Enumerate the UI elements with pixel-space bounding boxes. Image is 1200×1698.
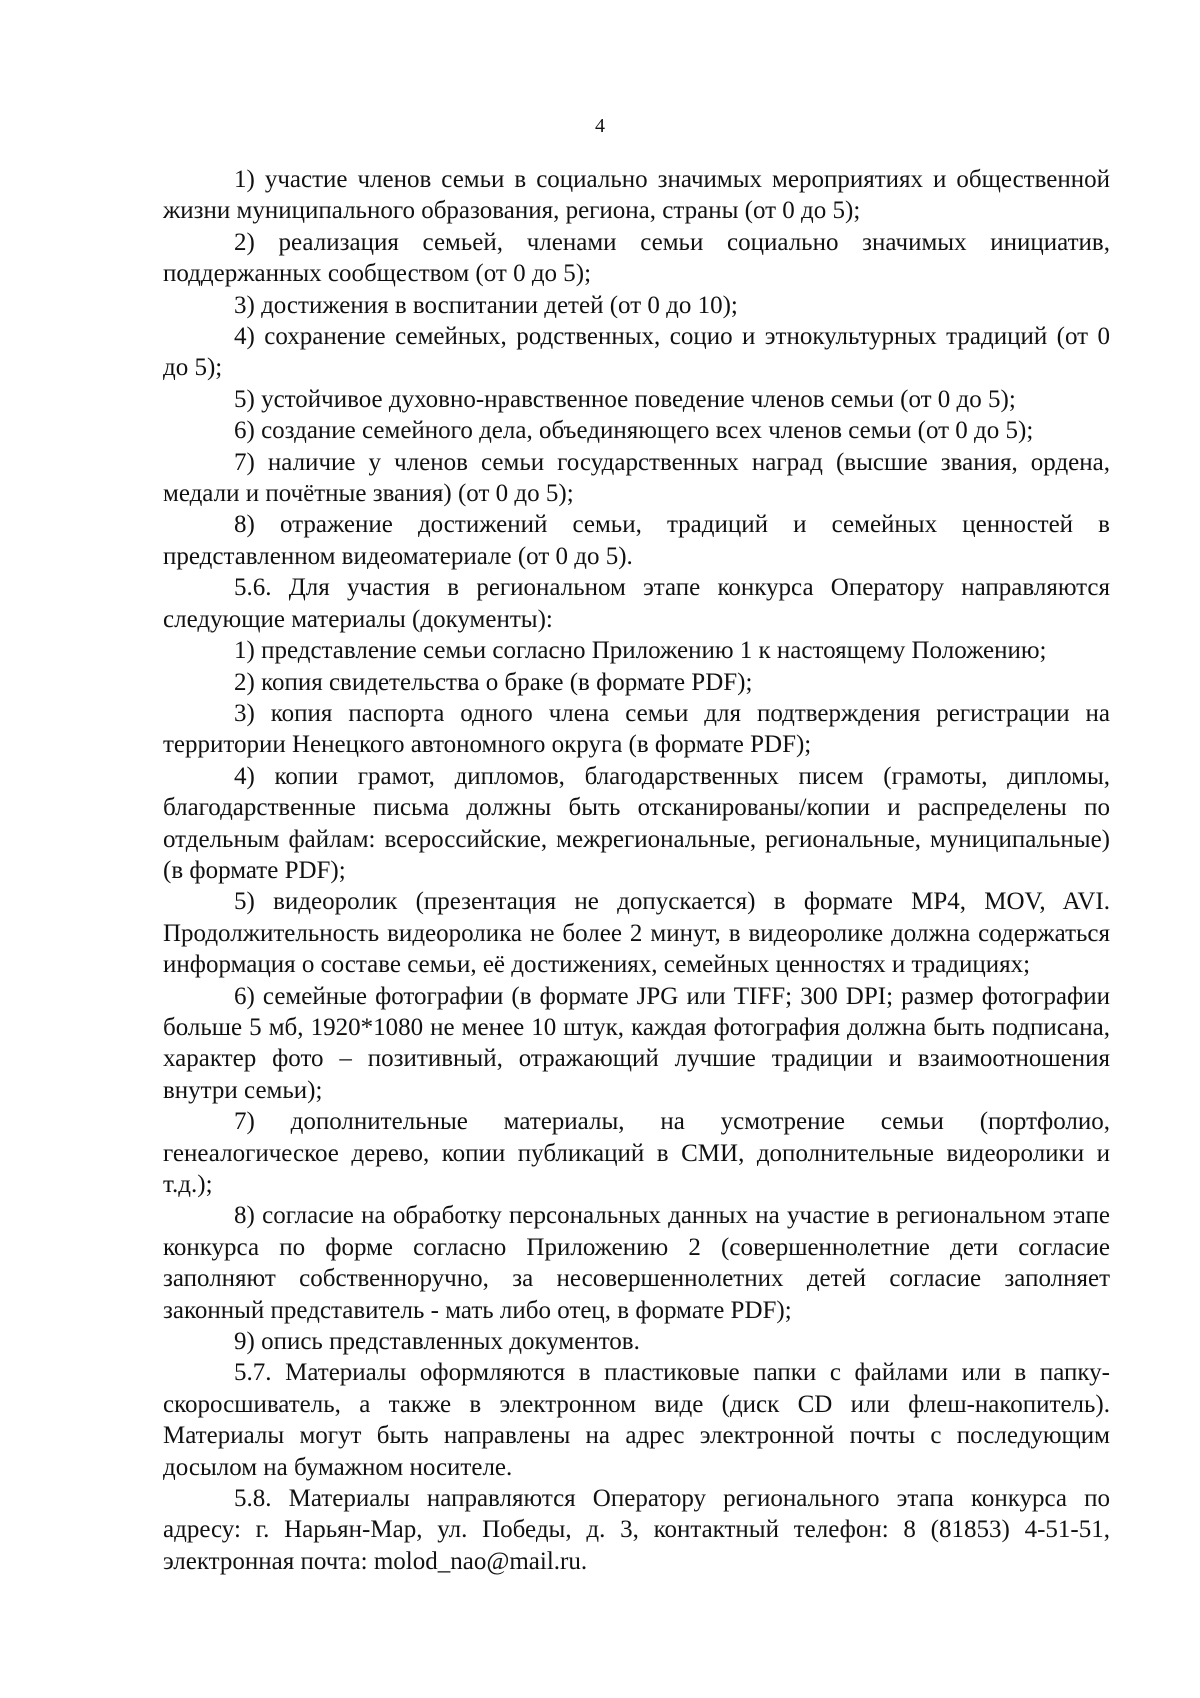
material-item-1: 1) представление семьи согласно Приложению 1 к настоящему Положению;: [234, 637, 1047, 665]
section-5-8: 5.8. Материалы направляются Оператору регионального этапа конкурса по адресу: г. Нарьян-Мар, ул. Победы, д. 3, контактный телефон: 8 (81853) 4-51-51, электронная почта: molod_nao@mail.ru.: [163, 1485, 1110, 1575]
material-item-3: 3) копия паспорта одного члена семьи для подтверждения регистрации на территории Ненецкого автономного округа (в формате PDF);: [163, 699, 1110, 759]
material-item-2: 2) копия свидетельства о браке (в формате PDF);: [234, 668, 753, 696]
criterion-7: 7) наличие у членов семьи государственных наград (высшие звания, ордена, медали и почётные звания) (от 0 до 5);: [163, 448, 1110, 508]
criterion-3: 3) достижения в воспитании детей (от 0 до 10);: [234, 291, 738, 319]
material-item-6: 6) семейные фотографии (в формате JPG или TIFF; 300 DPI; размер фотографии больше 5 мб, 1920*1080 не менее 10 штук, каждая фотография должна быть подписана, характер фото – позитивный, отражающий лучшие традиции и взаимоотношения внутри семьи);: [163, 982, 1110, 1104]
material-item-9: 9) опись представленных документов.: [234, 1328, 640, 1356]
section-5-7: 5.7. Материалы оформляются в пластиковые папки с файлами или в папку-скоросшиватель, а также в электронном виде (диск CD или флеш-накопитель). Материалы могут быть направлены на адрес электронной почты с последующим досылом на бумажном носителе.: [163, 1359, 1110, 1481]
material-item-5: 5) видеоролик (презентация не допускается) в формате MP4, MOV, AVI. Продолжительность видеоролика не более 2 минут, в видеоролике должна содержаться информация о составе семьи, её достижениях, семейных ценностях и традициях;: [163, 888, 1110, 979]
document-body: [163, 164, 1110, 1577]
criterion-8: 8) отражение достижений семьи, традиций и семейных ценностей в представленном видеоматериале (от 0 до 5).: [163, 511, 1110, 570]
criterion-5: 5) устойчивое духовно-нравственное поведение членов семьи (от 0 до 5);: [234, 385, 1016, 413]
criterion-4: 4) сохранение семейных, родственных, социо и этнокультурных традиций (от 0 до 5);: [163, 323, 1110, 382]
material-item-4: 4) копии грамот, дипломов, благодарственных писем (грамоты, дипломы, благодарственные письма должны быть отсканированы/копии и распределены по отдельным файлам: всероссийские, межрегиональные, региональные, муниципальные) (в формате PDF);: [163, 762, 1110, 884]
criterion-1: 1) участие членов семьи в социально значимых мероприятиях и общественной жизни муниципального образования, региона, страны (от 0 до 5);: [163, 166, 1110, 225]
material-item-8: 8) согласие на обработку персональных данных на участие в региональном этапе конкурса по форме согласно Приложению 2 (совершеннолетние дети согласие заполняют собственноручно, за несовершеннолетних детей согласие заполняет законный представитель - мать либо отец, в формате PDF);: [163, 1202, 1110, 1324]
section-5-6: 5.6. Для участия в региональном этапе конкурса Оператору направляются следующие материалы (документы):: [163, 574, 1110, 633]
criterion-2: 2) реализация семьей, членами семьи социально значимых инициатив, поддержанных сообществом (от 0 до 5);: [163, 228, 1110, 288]
criterion-6: 6) создание семейного дела, объединяющего всех членов семьи (от 0 до 5);: [234, 417, 1034, 445]
page-number: 4: [595, 115, 605, 137]
material-item-7: 7) дополнительные материалы, на усмотрение семьи (портфолио, генеалогическое дерево, копии публикаций в СМИ, дополнительные видеоролики и т.д.);: [163, 1108, 1110, 1198]
